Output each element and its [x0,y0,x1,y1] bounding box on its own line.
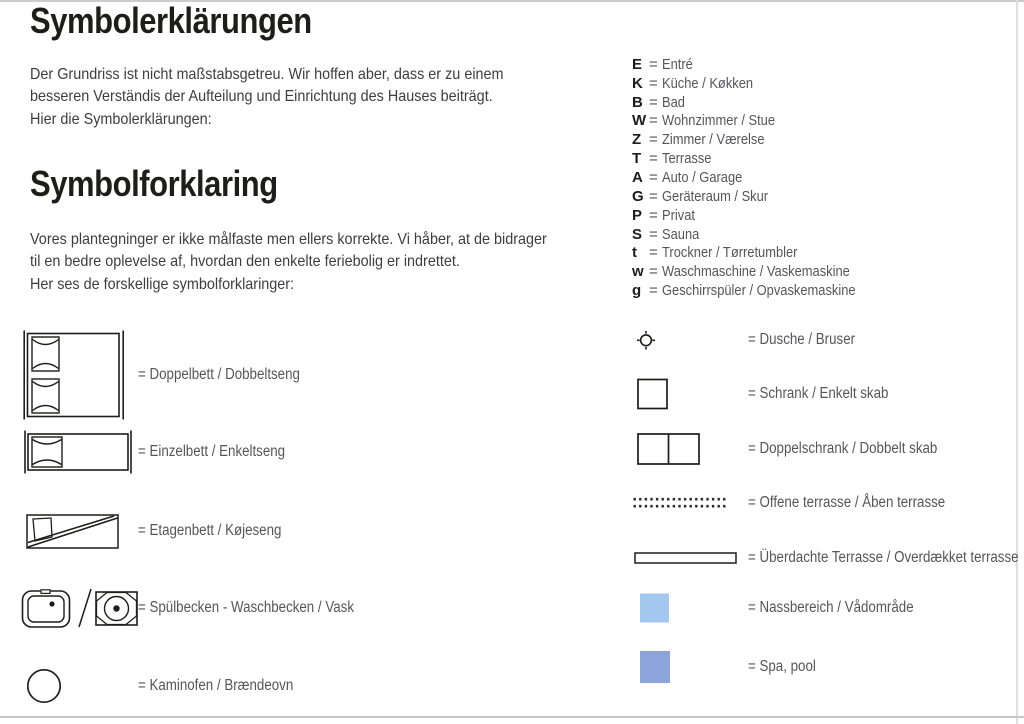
equals-sign: = [649,112,658,130]
abbreviation-label: Waschmaschine / Vaskemaskine [662,263,850,281]
equals-sign: = [649,263,658,281]
intro-danish-line: til en bedre oplevelse af, hvordan den enkelte feriebolig er indrettet. [30,253,460,271]
legend-label: = Überdachte Terrasse / Overdækket terrasse [748,549,1019,566]
page-right-edge [1016,0,1018,724]
abbreviation-row [632,93,887,112]
abbreviation-letter: A [632,168,643,186]
intro-german-line: Der Grundriss ist nicht maßstabsgetreu. Wir hoffen aber, dass er zu einem [30,66,504,83]
page-title-danish: Symbolforklaring [30,163,278,204]
abbreviation-letter: t [632,244,637,262]
page-bottom-edge [0,716,1024,718]
intro-german-line: besseren Verständis der Aufteilung und Einrichtung des Hauses beiträgt. [30,88,493,106]
abbreviation-label: Wohnzimmer / Stue [662,112,776,130]
abbreviation-row [632,225,887,244]
wet-area-swatch [640,594,669,623]
legend-label: = Dusche / Bruser [748,331,856,348]
abbreviation-label: Sauna [662,225,700,243]
intro-danish-line: Vores plantegninger er ikke målfaste men ellers korrekte. Vi håber, at de bidrager [30,231,547,248]
abbreviation-row [632,112,887,131]
equals-sign: = [649,244,658,262]
spa-pool-swatch [640,651,670,683]
legend-label: = Doppelschrank / Dobbelt skab [748,440,938,457]
abbreviation-row [632,130,887,149]
abbreviation-letter: T [632,150,642,168]
equals-sign: = [649,282,658,300]
page-title-german: Symbolerklärungen [30,0,312,41]
abbreviation-label: Trockner / Tørretumbler [662,244,798,262]
abbreviation-row [632,187,887,206]
abbreviation-label: Privat [662,206,695,224]
abbreviation-label: Geräteraum / Skur [662,187,769,205]
equals-sign: = [649,150,658,168]
legend-label: = Einzelbett / Enkeltseng [138,443,286,460]
abbreviation-label: Zimmer / Værelse [662,131,765,149]
legend-label: = Doppelbett / Dobbeltseng [138,366,300,383]
abbreviation-letter: B [632,93,643,111]
legend-label: = Schrank / Enkelt skab [748,385,889,402]
abbreviation-row [632,74,887,93]
wood-stove-icon [26,668,62,704]
abbreviation-letter: S [632,225,643,243]
abbreviation-label: Terrasse [662,150,712,168]
abbreviation-letter: P [632,206,643,224]
covered-terrace-icon [634,552,738,564]
equals-sign: = [649,187,658,205]
abbreviation-letter: E [632,55,643,73]
abbreviation-letter: g [632,282,642,300]
equals-sign: = [649,168,658,186]
legend-label: = Spa, pool [748,658,816,675]
equals-sign: = [649,131,658,149]
abbreviation-letter: G [632,187,644,205]
equals-sign: = [649,74,658,92]
abbreviation-label: Bad [662,93,685,111]
abbreviation-label: Küche / Køkken [662,74,754,92]
abbreviation-row [632,206,887,225]
intro-german-line: Hier die Symbolerklärungen: [30,110,212,128]
legend-label: = Nassbereich / Vådområde [748,599,914,616]
legend-label: = Spülbecken - Waschbecken / Vask [138,599,354,616]
shower-icon [635,329,657,351]
bunk-bed-icon [26,512,120,550]
single-closet-icon [637,379,668,410]
intro-danish-line: Her ses de forskellige symbolforklaringer: [30,275,295,293]
abbreviation-row [632,262,887,281]
abbreviation-row [632,168,887,187]
legend-label: = Etagenbett / Køjeseng [138,522,282,539]
abbreviation-row [632,243,887,262]
sink-washbasin-icon [21,585,139,631]
abbreviation-row [632,149,887,168]
double-closet-icon [637,433,700,465]
abbreviation-label: Geschirrspüler / Opvaskemaskine [662,282,856,300]
abbreviation-label: Entré [662,55,693,73]
equals-sign: = [649,225,658,243]
equals-sign: = [649,206,658,224]
abbreviation-label: Auto / Garage [662,168,743,186]
abbreviation-row [632,55,887,74]
legend-label: = Kaminofen / Brændeovn [138,677,294,694]
equals-sign: = [649,93,658,111]
legend-label: = Offene terrasse / Åben terrasse [748,494,946,511]
abbreviation-row [632,281,887,300]
abbreviation-letter: Z [632,131,642,149]
intro-german [30,64,504,131]
double-bed-icon [22,330,126,420]
equals-sign: = [649,55,658,73]
abbreviation-list [632,55,887,300]
single-bed-icon [23,430,133,474]
open-terrace-icon [632,496,729,510]
abbreviation-letter: W [632,112,647,130]
abbreviation-letter: K [632,74,643,92]
abbreviation-letter: w [632,263,644,281]
intro-danish [30,229,547,296]
